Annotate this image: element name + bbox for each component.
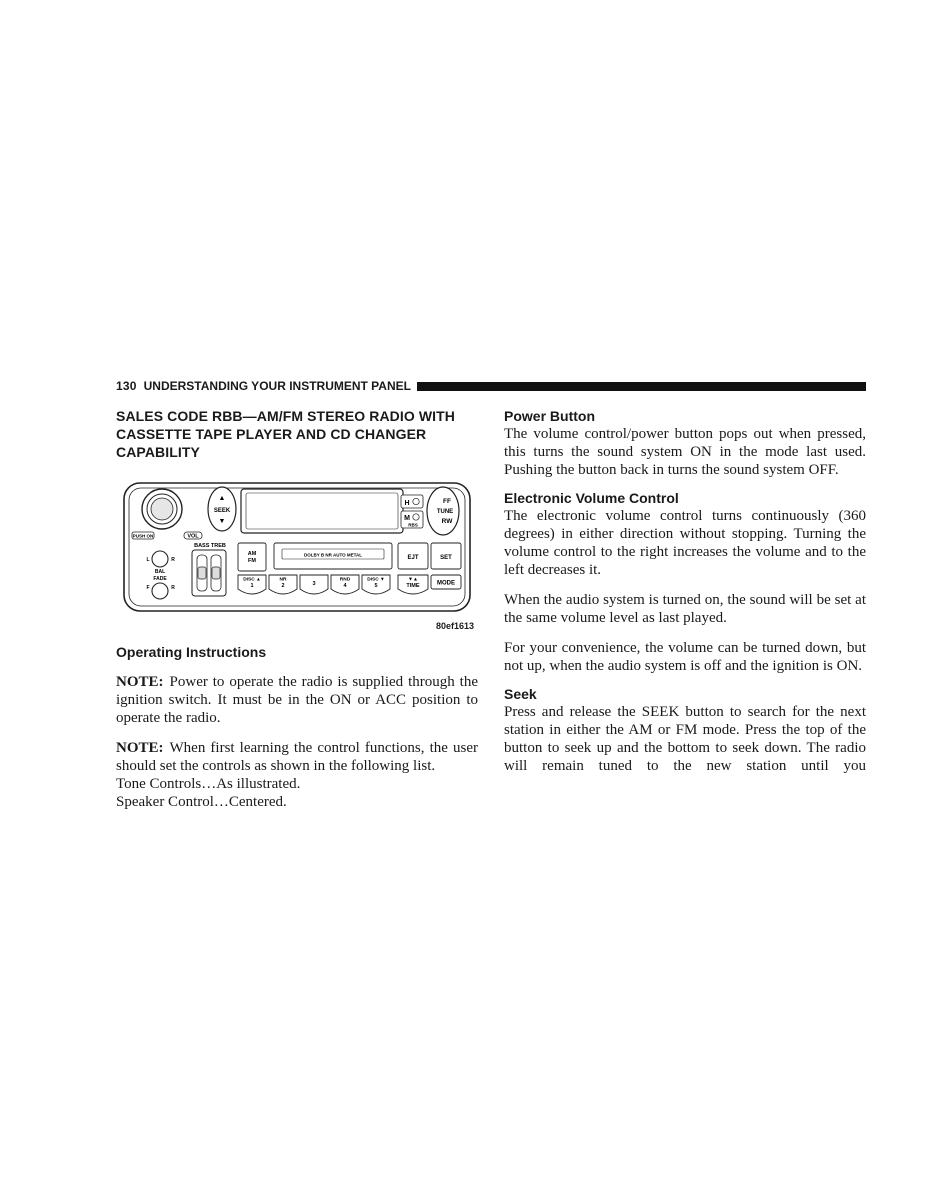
balance-knob-icon — [152, 551, 168, 567]
seek-text: Press and release the SEEK button to search for the next station in either the AM or FM mode. Press the top of the button to seek up and the bottom to seek down. The radio will remain tuned to the new station until you — [504, 704, 866, 774]
radio-faceplate-illustration — [116, 481, 478, 631]
header-title: UNDERSTANDING YOUR INSTRUMENT PANEL — [143, 379, 411, 393]
note-2-text: When first learning the control functions, the user should set the controls as shown in the following list. — [116, 740, 478, 774]
section-title: SALES CODE RBB—AM/FM STEREO RADIO WITH CASSETTE TAPE PLAYER AND CD CHANGER CAPABILITY — [116, 408, 456, 460]
time-arrows-icon: ▼▲ — [408, 576, 418, 583]
seek-down-arrow-icon: ▼ — [218, 518, 226, 525]
right-column — [504, 407, 866, 775]
preset-3-label: 3 — [312, 581, 316, 587]
power-button-text: The volume control/power button pops out when pressed, this turns the sound system ON in the mode last used. Pushing the button back in turns the sound system OFF. — [504, 426, 866, 478]
left-column — [116, 407, 478, 811]
fade-label: FADE — [153, 576, 167, 582]
bal-r-label: R — [171, 557, 175, 563]
bass-slider-thumb — [198, 567, 206, 579]
m-label: M — [404, 515, 410, 522]
fade-r-label: R — [171, 585, 175, 591]
radio-figure — [116, 481, 478, 631]
tune-label: TUNE — [436, 509, 454, 515]
tone-controls-line: Tone Controls…As illustrated. — [116, 776, 301, 792]
volume-control-heading: Electronic Volume Control — [504, 490, 679, 506]
rw-label: RW — [441, 518, 453, 525]
treb-slider-thumb — [212, 567, 220, 579]
volume-control-text-2: When the audio system is turned on, the sound will be set at the same volume level as last played. — [504, 592, 866, 626]
volume-control-text: The electronic volume control turns continuously (360 degrees) in either direction without stopping. Turning the volume control to the right increases the volume and to the left decreases it. — [504, 508, 866, 578]
operating-instructions-heading: Operating Instructions — [116, 644, 267, 660]
rnd-label: RND — [339, 577, 351, 583]
h-label: H — [404, 500, 410, 507]
am-fm-button — [238, 543, 266, 571]
seek-up-arrow-icon: ▲ — [218, 495, 226, 502]
disc-up-label: DISC ▲ — [243, 577, 261, 583]
power-button-heading: Power Button — [504, 408, 595, 424]
cassette-label: DOLBY B NR AUTO METAL — [303, 552, 363, 558]
set-label: SET — [440, 555, 452, 561]
am-label: AM — [247, 551, 257, 557]
note-2 — [116, 739, 478, 775]
volume-control-text-3: For your convenience, the volume can be turned down, but not up, when the audio system is off and the ignition is ON. — [504, 640, 866, 674]
note-2-label: NOTE: — [116, 740, 164, 756]
fade-f-label: F — [146, 585, 150, 591]
note-1-label: NOTE: — [116, 674, 164, 690]
fm-label: FM — [248, 558, 256, 564]
bal-label: BAL — [154, 569, 166, 575]
mode-label: MODE — [437, 580, 455, 587]
page-number: 130 — [116, 379, 137, 393]
header-rule — [417, 382, 866, 391]
speaker-control-line: Speaker Control…Centered. — [116, 794, 287, 810]
seek-label: SEEK — [213, 508, 231, 514]
rbs-label: RBS — [408, 522, 418, 528]
vol-label: VOL — [187, 533, 199, 540]
seek-heading: Seek — [504, 686, 537, 702]
preset-2-label: 2 — [281, 583, 285, 589]
bass-treb-label: BASS TREB — [194, 543, 226, 549]
display-window — [241, 489, 403, 533]
time-label: TIME — [406, 583, 420, 589]
disc-down-label: DISC ▼ — [367, 577, 385, 583]
ejt-label: EJT — [407, 555, 419, 561]
preset-1-label: 1 — [250, 583, 254, 589]
note-1 — [116, 673, 478, 727]
note-1-text: Power to operate the radio is supplied through the ignition switch. It must be in the ON or ACC position to operate the radio. — [116, 674, 478, 726]
running-header — [116, 377, 866, 395]
fade-knob-icon — [152, 583, 168, 599]
bal-l-label: L — [146, 557, 150, 563]
preset-5-label: 5 — [374, 583, 378, 589]
volume-knob-icon — [142, 489, 182, 529]
push-on-label: PUSH ON — [132, 533, 154, 539]
figure-caption: 80ef1613 — [435, 621, 474, 631]
preset-4-label: 4 — [343, 583, 347, 589]
nr-label: NR — [279, 577, 287, 583]
ff-label: FF — [443, 498, 451, 505]
